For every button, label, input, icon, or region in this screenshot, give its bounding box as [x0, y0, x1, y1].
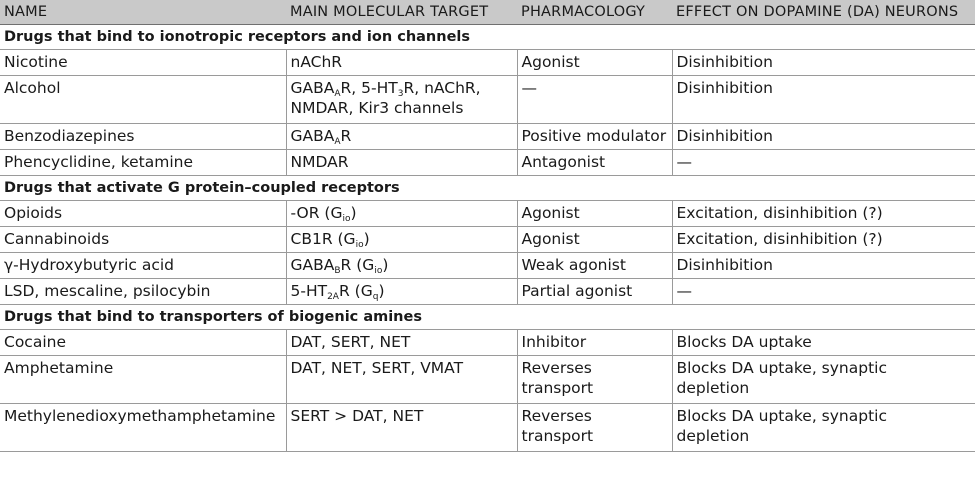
section-title: Drugs that bind to transporters of biogenic amines [0, 305, 975, 330]
table-row [0, 404, 975, 452]
drug-name-cell: Phencyclidine, ketamine [0, 150, 286, 176]
table-row [0, 356, 975, 404]
molecular-target-cell: $GABA_AR$, $5-HT_3R$, nAChR, NMDAR, Kir3 channels [286, 76, 517, 124]
pharmacology-cell: Agonist [517, 50, 672, 76]
header-effect: EFFECT ON DOPAMINE (DA) NEURONS [672, 0, 975, 25]
drug-name-cell: γ-Hydroxybutyric acid [0, 253, 286, 279]
molecular-target-cell: $GABA_BR$ $(G_{io})$ [286, 253, 517, 279]
molecular-target-cell: -OR $(G_{io})$ [286, 201, 517, 227]
drug-name-cell: LSD, mescaline, psilocybin [0, 279, 286, 305]
drug-name-cell: Cannabinoids [0, 227, 286, 253]
header-row [0, 0, 975, 25]
pharmacology-cell: Inhibitor [517, 330, 672, 356]
drug-name-cell: Nicotine [0, 50, 286, 76]
pharmacology-cell: Positive modulator [517, 124, 672, 150]
pharmacology-cell: Reverses transport [517, 356, 672, 404]
effect-cell: Blocks DA uptake [672, 330, 975, 356]
effect-cell: Excitation, disinhibition (?) [672, 227, 975, 253]
pharmacology-cell: Agonist [517, 201, 672, 227]
effect-cell: — [672, 279, 975, 305]
drug-name-cell: Cocaine [0, 330, 286, 356]
molecular-target-cell: DAT, SERT, NET [286, 330, 517, 356]
molecular-target-cell: nAChR [286, 50, 517, 76]
drug-name-cell: Amphetamine [0, 356, 286, 404]
section-title: Drugs that bind to ionotropic receptors and ion channels [0, 25, 975, 50]
pharmacology-cell: Antagonist [517, 150, 672, 176]
header-target: MAIN MOLECULAR TARGET [286, 0, 517, 25]
molecular-target-cell: NMDAR [286, 150, 517, 176]
molecular-target-cell: $GABA_AR$ [286, 124, 517, 150]
section-header-row [0, 176, 975, 201]
pharmacology-cell: Reverses transport [517, 404, 672, 452]
drug-name-cell: Alcohol [0, 76, 286, 124]
effect-cell: Disinhibition [672, 124, 975, 150]
table-row [0, 279, 975, 305]
effect-cell: Disinhibition [672, 50, 975, 76]
effect-cell: — [672, 150, 975, 176]
table-body [0, 25, 975, 452]
molecular-target-cell: $5-HT_{2A}R$ $(G_q)$ [286, 279, 517, 305]
effect-cell: Disinhibition [672, 76, 975, 124]
drug-name-cell: Methylenedioxymethamphetamine [0, 404, 286, 452]
header-name: NAME [0, 0, 286, 25]
table-row [0, 50, 975, 76]
table-row [0, 253, 975, 279]
pharmacology-cell: Partial agonist [517, 279, 672, 305]
drug-name-cell: Benzodiazepines [0, 124, 286, 150]
table-row [0, 330, 975, 356]
section-title: Drugs that activate G protein–coupled receptors [0, 176, 975, 201]
effect-cell: Excitation, disinhibition (?) [672, 201, 975, 227]
section-header-row [0, 25, 975, 50]
table-row [0, 124, 975, 150]
molecular-target-cell: SERT > DAT, NET [286, 404, 517, 452]
drug-name-cell: Opioids [0, 201, 286, 227]
effect-cell: Blocks DA uptake, synaptic depletion [672, 404, 975, 452]
table-row [0, 227, 975, 253]
table-row [0, 76, 975, 124]
molecular-target-cell: CB1R $(G_{io})$ [286, 227, 517, 253]
effect-cell: Blocks DA uptake, synaptic depletion [672, 356, 975, 404]
header-pharmacology: PHARMACOLOGY [517, 0, 672, 25]
effect-cell: Disinhibition [672, 253, 975, 279]
table-row [0, 150, 975, 176]
pharmacology-cell: — [517, 76, 672, 124]
pharmacology-cell: Agonist [517, 227, 672, 253]
section-header-row [0, 305, 975, 330]
pharmacology-cell: Weak agonist [517, 253, 672, 279]
molecular-target-cell: DAT, NET, SERT, VMAT [286, 356, 517, 404]
table-row [0, 201, 975, 227]
